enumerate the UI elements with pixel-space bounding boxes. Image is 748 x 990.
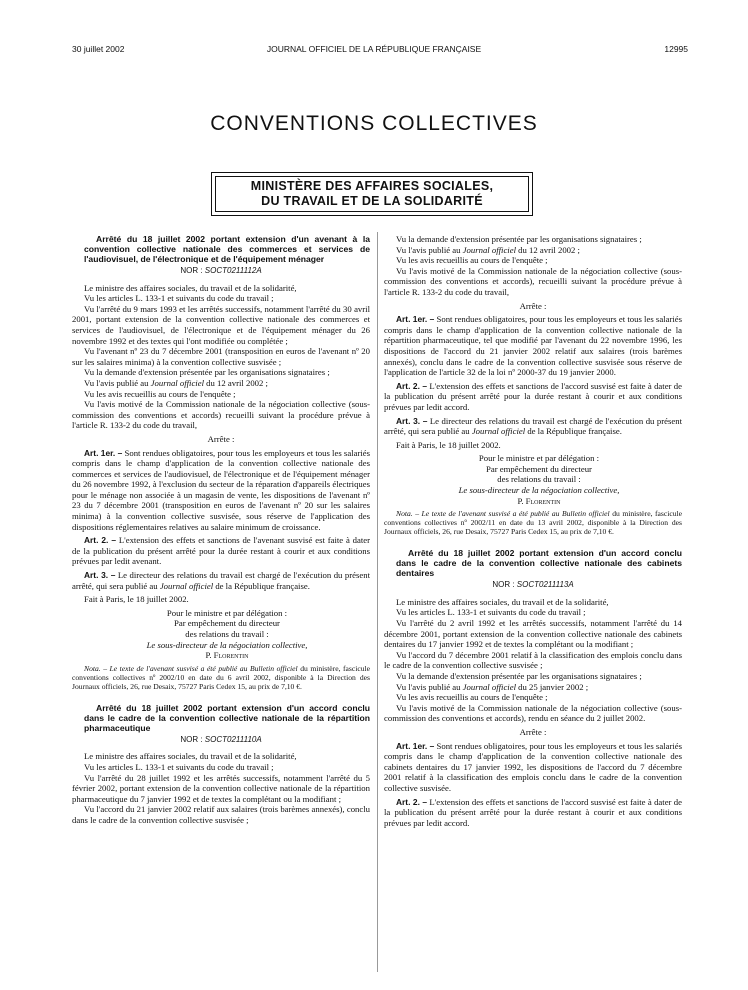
signatory-name: P. Florentin	[517, 495, 561, 506]
signature-line: Par empêchement du directeur	[174, 618, 280, 629]
paragraph: Vu les articles L. 133-1 et suivants du code du travail ;	[396, 607, 586, 618]
article-label: Art. 1er. –	[396, 314, 435, 325]
article-label: Art. 2. –	[396, 796, 428, 807]
article-3	[72, 570, 370, 591]
article-1	[384, 314, 682, 378]
ministry-line-2: DU TRAVAIL ET DE LA SOLIDARITÉ	[261, 194, 483, 208]
column-divider	[377, 232, 378, 972]
paragraph: Le ministre des affaires sociales, du travail et de la solidarité,	[84, 282, 297, 293]
signature-date: Fait à Paris, le 18 juillet 2002.	[396, 439, 501, 450]
paragraph: Vu l'accord du 7 décembre 2001 relatif à la classification des emplois conclu dans le cadre de la convention collective susvisée ;	[384, 649, 682, 671]
paragraph: Vu les avis recueillis au cours de l'enquête ;	[84, 388, 236, 399]
article-2	[72, 535, 370, 567]
nota-note	[384, 509, 682, 536]
article-label: Art. 1er. –	[396, 740, 435, 751]
signature-line: Pour le ministre et par délégation :	[478, 453, 600, 464]
arrete-heading: Arrête :	[207, 433, 235, 444]
article-text: L'extension des effets et sanctions de l'avenant susvisé est faite à dater de la publication du présent arrêté pour la durée restant à courir et aux conditions prévues par ledit avenant.	[72, 535, 370, 567]
paragraph: Vu l'accord du 21 janvier 2002 relatif aux salaires (trois barèmes annexés), conclu dans le cadre de la convention collective susvisée ;	[72, 804, 370, 825]
nor-reference	[72, 266, 370, 277]
paragraph: Le ministre des affaires sociales, du travail et de la solidarité,	[396, 596, 609, 607]
article-label: Art. 1er. –	[84, 447, 123, 458]
article-text: de la République française.	[525, 426, 622, 437]
article-2	[384, 381, 682, 413]
signatory-name: P. Florentin	[205, 650, 249, 661]
article-text: Sont rendues obligatoires, pour tous les employeurs et tous les salariés compris dans le champ d'application de la convention collective nationale des commerces et services de l'audiovisuel, de l'électronique et de l'équipement ménager du 26 novembre 1992, à l'exclusion du secteur de la réparation d'appareils électriques pour le ménage non associée à un magasin de vente, les dispositions de l'avenant nº 23 du 7 décembre 2001 (transposition en euros de l'avenant nº 20 sur les salaires minima) à la convention collective susvisée, sous réserve de l'application des dispositions réglementaires relatives au salaire minimum de croissance.	[72, 447, 370, 532]
signature-line: des relations du travail :	[497, 474, 581, 485]
nor-label: NOR :	[492, 580, 517, 590]
signature-date: Fait à Paris, le 18 juillet 2002.	[84, 594, 189, 605]
article-text: L'extension des effets et sanctions de l'accord susvisé est faite à dater de la publication du présent arrêté pour la durée restant à courir et aux conditions prévues par ledit accord.	[384, 380, 682, 412]
arrete-heading: Arrête :	[519, 300, 547, 311]
paragraph: Vu l'avenant nº 23 du 7 décembre 2001 (transposition en euros de l'avenant nº 20 sur les salaires minima) à la convention collective susvisée ;	[72, 346, 370, 367]
signature-line: des relations du travail :	[185, 629, 269, 639]
paragraph: Vu les articles L. 133-1 et suivants du code du travail ;	[84, 761, 274, 772]
left-column	[72, 234, 370, 826]
article-text: Le directeur des relations du travail est chargé de l'exécution du présent arrêté, qui sera publié au	[72, 570, 370, 591]
text: du ministère, fascicule conventions collectives nº 2002/10 en date du 6 avril 2002, disponible à la Direction des Journaux officiels, 26, rue Desaix, 75727 Paris Cedex 15, au prix de 7,10 €.	[72, 663, 370, 691]
arrete-heading: Arrête :	[519, 726, 547, 737]
article-text: Sont rendues obligatoires, pour tous les employeurs et tous les salariés compris dans le champ d'application de la convention collective nationale de la répartition pharmaceutique, tel que modifié par l'avenant du 22 novembre 1996, les dispositions de l'accord du 21 janvier 2002 relatif aux salaires (trois barèmes annexés), conclu dans le cadre de la convention collective susvisée sous réserve de l'application de l'article 32 de la loi nº 2000-37 du 19 janvier 2000.	[384, 314, 682, 378]
text: du 25 janvier 2002 ;	[516, 681, 589, 692]
header-journal-title: JOURNAL OFFICIEL DE LA RÉPUBLIQUE FRANÇAISE	[266, 44, 482, 54]
ministry-box-inner	[215, 176, 529, 212]
paragraph	[384, 245, 682, 256]
text: Vu l'avis publié au	[396, 681, 463, 692]
decree-title-pharmaceutique: Arrêté du 18 juillet 2002 portant extension d'un accord conclu dans le cadre de la convention collective nationale de la répartition pharmaceutique	[84, 702, 370, 733]
text: Vu l'avis publié au	[84, 377, 151, 388]
decree-title-cabinets-dentaires: Arrêté du 18 juillet 2002 portant extension d'un accord conclu dans le cadre de la convention collective nationale des cabinets dentaires	[396, 548, 682, 579]
paragraph: Vu la demande d'extension présentée par les organisations signataires ;	[396, 234, 642, 244]
paragraph: Vu l'avis motivé de la Commission nationale de la négociation collective (sous-commission des conventions et accords), recueilli suivant la procédure prévue à l'article R. 133-2 du code du travail,	[384, 265, 682, 297]
nor-code: SOCT0211110A	[204, 734, 262, 744]
journal-officiel-ref: Journal officiel	[471, 426, 526, 437]
article-text: L'extension des effets et sanctions de l'accord susvisé est faite à dater de la publication du présent arrêté pour la durée restant à courir et aux conditions prévues par ledit accord.	[384, 796, 682, 828]
signature-title: Le sous-directeur de la négociation collective,	[146, 639, 308, 650]
paragraph: Vu l'arrêté du 2 avril 1992 et les arrêtés successifs, notamment l'arrêté du 14 décembre 2001, portant extension de la convention collective nationale des cabinets dentaires du 17 janvier 1992 et de textes la complétant ou la modifiant ;	[384, 618, 682, 650]
paragraph: Vu les avis recueillis au cours de l'enquête ;	[396, 692, 548, 703]
paragraph: Vu la demande d'extension présentée par les organisations signataires ;	[396, 671, 642, 681]
article-1	[384, 741, 682, 794]
bulletin-officiel-ref: Bulletin officiel	[561, 509, 610, 519]
article-1	[72, 448, 370, 533]
signature-line: Pour le ministre et par délégation :	[166, 607, 288, 618]
text: du 12 avril 2002 ;	[204, 377, 268, 388]
header-date: 30 juillet 2002	[72, 44, 125, 54]
paragraph: Vu l'avis motivé de la Commission nationale de la négociation collective (sous-commission des conventions et accords), rendu en séance du 2 juillet 2002.	[384, 702, 682, 724]
ministry-line-1: MINISTÈRE DES AFFAIRES SOCIALES,	[250, 179, 494, 193]
text: Nota. – Le texte de l'avenant susvisé a été publié au	[84, 663, 250, 673]
journal-officiel-ref: Journal officiel	[462, 244, 516, 255]
text: Vu l'avis publié au	[396, 244, 463, 255]
article-text: Sont rendues obligatoires, pour tous les employeurs et tous les salariés compris dans le champ d'application de la convention collective nationale des cabinets dentaires du 17 janvier 1992, les dispositions de l'accord du 7 décembre 2001 relatif à la classification des emplois conclu dans le cadre de la convention collective susvisée.	[384, 740, 682, 793]
text: du ministère, fascicule conventions collectives nº 2002/11 en date du 13 avril 2002, disponible à la Direction des Journaux officiels, 26, rue Desaix, 75727 Paris Cedex 15, au prix de 7,10 €.	[384, 509, 682, 537]
ministry-box	[211, 172, 533, 216]
paragraph: Vu l'avis motivé de la Commission nationale de la négociation collective (sous-commission des conventions et accords) recueilli suivant la procédure prévue à l'article R. 133-2 du code du travail,	[72, 399, 370, 431]
article-label: Art. 3. –	[396, 415, 428, 426]
article-text: Le directeur des relations du travail est chargé de l'exécution du présent arrêté, qui sera publié au	[384, 415, 682, 437]
header-page-number: 12995	[664, 44, 688, 54]
paragraph	[72, 378, 370, 389]
journal-officiel-ref: Journal officiel	[159, 580, 214, 591]
paragraph: Le ministre des affaires sociales, du travail et de la solidarité,	[84, 751, 297, 762]
article-text: de la République française.	[213, 580, 310, 591]
right-column	[384, 234, 682, 828]
paragraph: Vu l'arrêté du 28 juillet 1992 et les arrêtés successifs, notamment l'arrêté du 5 février 2002, portant extension de la convention collective nationale de la répartition pharmaceutique du 7 janvier 1992 et de textes la complétant ou la modifiant ;	[72, 772, 370, 804]
text: du 12 avril 2002 ;	[516, 244, 580, 255]
article-2	[384, 797, 682, 829]
nor-label: NOR :	[180, 266, 205, 275]
paragraph: Vu les avis recueillis au cours de l'enquête ;	[396, 255, 548, 266]
signature-line: Par empêchement du directeur	[486, 463, 592, 474]
article-label: Art. 2. –	[396, 380, 428, 391]
text: Nota. – Le texte de l'avenant susvisé a été publié au	[396, 509, 562, 519]
bulletin-officiel-ref: Bulletin officiel	[249, 663, 298, 673]
nota-note	[72, 664, 370, 691]
journal-officiel-ref: Journal officiel	[462, 681, 516, 692]
paragraph: Vu la demande d'extension présentée par les organisations signataires ;	[84, 367, 330, 378]
article-label: Art. 2. –	[84, 535, 117, 546]
paragraph	[384, 682, 682, 693]
nor-code: SOCT0211112A	[204, 266, 262, 275]
paragraph: Vu les articles L. 133-1 et suivants du code du travail ;	[84, 293, 274, 304]
article-label: Art. 3. –	[84, 570, 116, 581]
paragraph: Vu l'arrêté du 9 mars 1993 et les arrêtés successifs, notamment l'arrêté du 30 avril 2001, portant extension de la convention collective nationale des commerces et services de l'audiovisuel, de l'électronique et de l'équipement ménager du 26 novembre 1992 et des textes qui l'ont modifiée ou complétée ;	[72, 303, 370, 346]
nor-reference	[384, 580, 682, 591]
section-title: CONVENTIONS COLLECTIVES	[210, 112, 538, 135]
signature-title: Le sous-directeur de la négociation collective,	[458, 485, 620, 496]
journal-officiel-ref: Journal officiel	[150, 377, 204, 388]
decree-title-audiovisuel: Arrêté du 18 juillet 2002 portant extension d'un avenant à la convention collective nationale des commerces et services de l'audiovisuel, de l'électronique et de l'équipement ménager	[84, 234, 370, 264]
nor-label: NOR :	[180, 734, 205, 744]
nor-reference	[72, 735, 370, 746]
article-3	[384, 416, 682, 437]
nor-code: SOCT0211113A	[516, 580, 574, 590]
